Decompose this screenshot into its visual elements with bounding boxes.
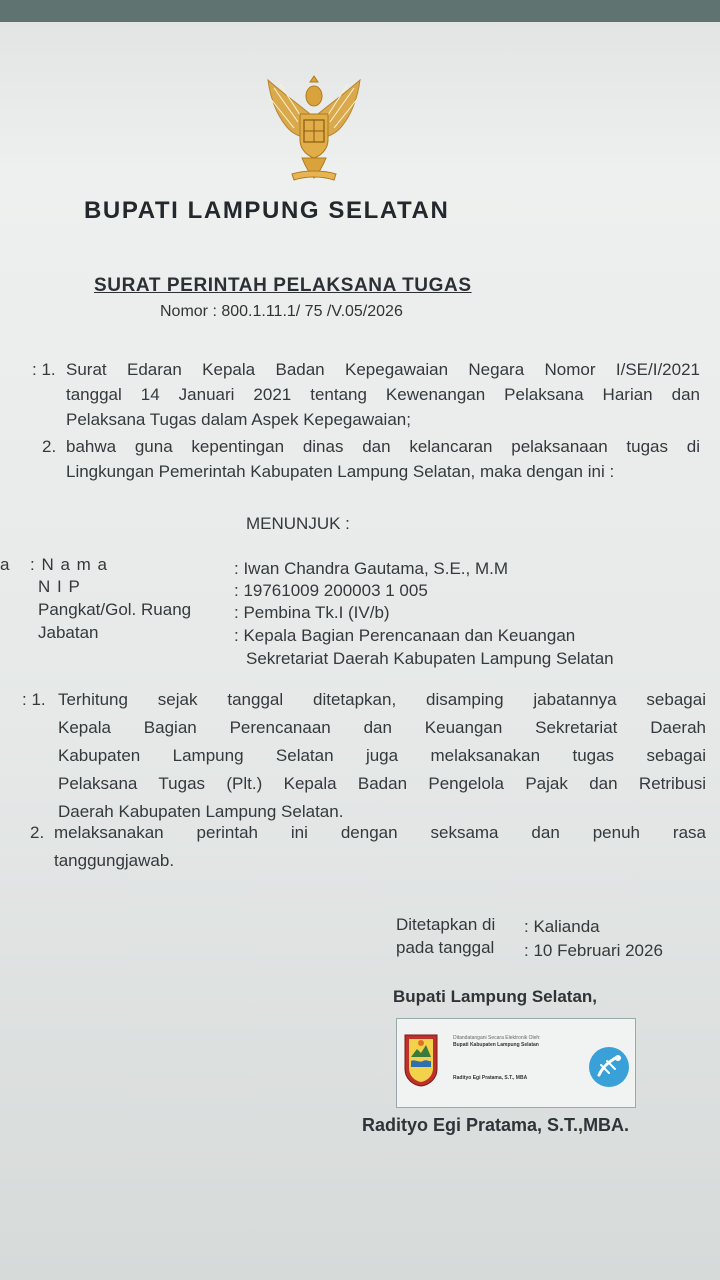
bsre-logo-icon	[587, 1045, 631, 1089]
dasar-item-2-line-2: Lingkungan Pemerintah Kabupaten Lampung Selatan, maka dengan ini :	[66, 462, 615, 481]
dasar-item-2-number: 2.	[42, 437, 57, 456]
untuk-item-1-line-4: Pelaksana Tugas (Plt.) Kepala Badan Pengelola Pajak dan Retribusi	[58, 774, 706, 793]
untuk-item-1-line-5: Daerah Kabupaten Lampung Selatan.	[58, 802, 344, 821]
dasar-item-1-number: : 1.	[32, 360, 56, 379]
dasar-item-1-line-2: tanggal 14 Januari 2021 tentang Kewenangan Pelaksana Harian dan	[66, 385, 700, 404]
place-value: : Kalianda	[524, 917, 600, 936]
jabatan-label: Jabatan	[38, 623, 99, 642]
nip-value: : 19761009 200003 1 005	[234, 581, 428, 600]
jabatan-value-1: : Kepala Bagian Perencanaan dan Keuangan	[234, 626, 576, 645]
pangkat-value: : Pembina Tk.I (IV/b)	[234, 603, 390, 622]
untuk-item-1-line-1: Terhitung sejak tanggal ditetapkan, disamping jabatannya sebagai	[58, 690, 706, 709]
document-title: SURAT PERINTAH PELAKSANA TUGAS	[94, 275, 472, 296]
official-title: Bupati Lampung Selatan,	[393, 987, 598, 1006]
date-label: pada tanggal	[396, 938, 495, 957]
jabatan-value-2: Sekretariat Daerah Kabupaten Lampung Selatan	[246, 649, 614, 668]
untuk-item-2-number: 2.	[30, 823, 45, 842]
electronic-signature-box	[396, 1018, 636, 1108]
document-number: Nomor : 800.1.11.1/ 75 /V.05/2026	[160, 303, 403, 320]
pangkat-label: Pangkat/Gol. Ruang	[38, 600, 192, 619]
signer-name: Radityo Egi Pratama, S.T.,MBA.	[362, 1115, 630, 1135]
nama-label: : N a m a	[30, 555, 108, 574]
menunjuk-label: MENUNJUK :	[246, 514, 350, 533]
regency-seal-icon	[403, 1031, 439, 1087]
untuk-item-2-line-2: tanggungjawab.	[54, 851, 175, 870]
nip-label: N I P	[38, 577, 81, 596]
dasar-item-1-line-1: Surat Edaran Kepala Badan Kepegawaian Negara Nomor I/SE/I/2021	[66, 360, 700, 379]
kepada-edge-text: a	[0, 555, 10, 574]
date-value: : 10 Februari 2026	[524, 941, 663, 960]
untuk-item-2-line-1: melaksanakan perintah ini dengan seksama dan penuh rasa	[54, 823, 706, 842]
garuda-emblem-icon	[258, 74, 370, 186]
place-label: Ditetapkan di	[396, 915, 496, 934]
untuk-item-1-line-2: Kepala Bagian Perencanaan dan Keuangan Sekretariat Daerah	[58, 718, 706, 737]
dasar-item-2-line-1: bahwa guna kepentingan dinas dan kelancaran pelaksanaan tugas di	[66, 437, 700, 456]
dasar-item-1-line-3: Pelaksana Tugas dalam Aspek Kepegawaian;	[66, 410, 411, 429]
institution-heading: BUPATI LAMPUNG SELATAN	[84, 197, 450, 224]
signature-office: Bupati Kabupaten Lampung Selatan	[453, 1042, 539, 1048]
nama-value: : Iwan Chandra Gautama, S.E., M.M	[234, 559, 509, 578]
signature-caption: Ditandatangani Secara Elektronik Oleh:	[453, 1035, 541, 1041]
document-page	[0, 22, 720, 1280]
untuk-item-1-line-3: Kabupaten Lampung Selatan juga melaksanakan tugas sebagai	[58, 746, 706, 765]
untuk-item-1-number: : 1.	[22, 690, 46, 709]
signature-name-small: Radityo Egi Pratama, S.T., MBA	[453, 1075, 528, 1081]
